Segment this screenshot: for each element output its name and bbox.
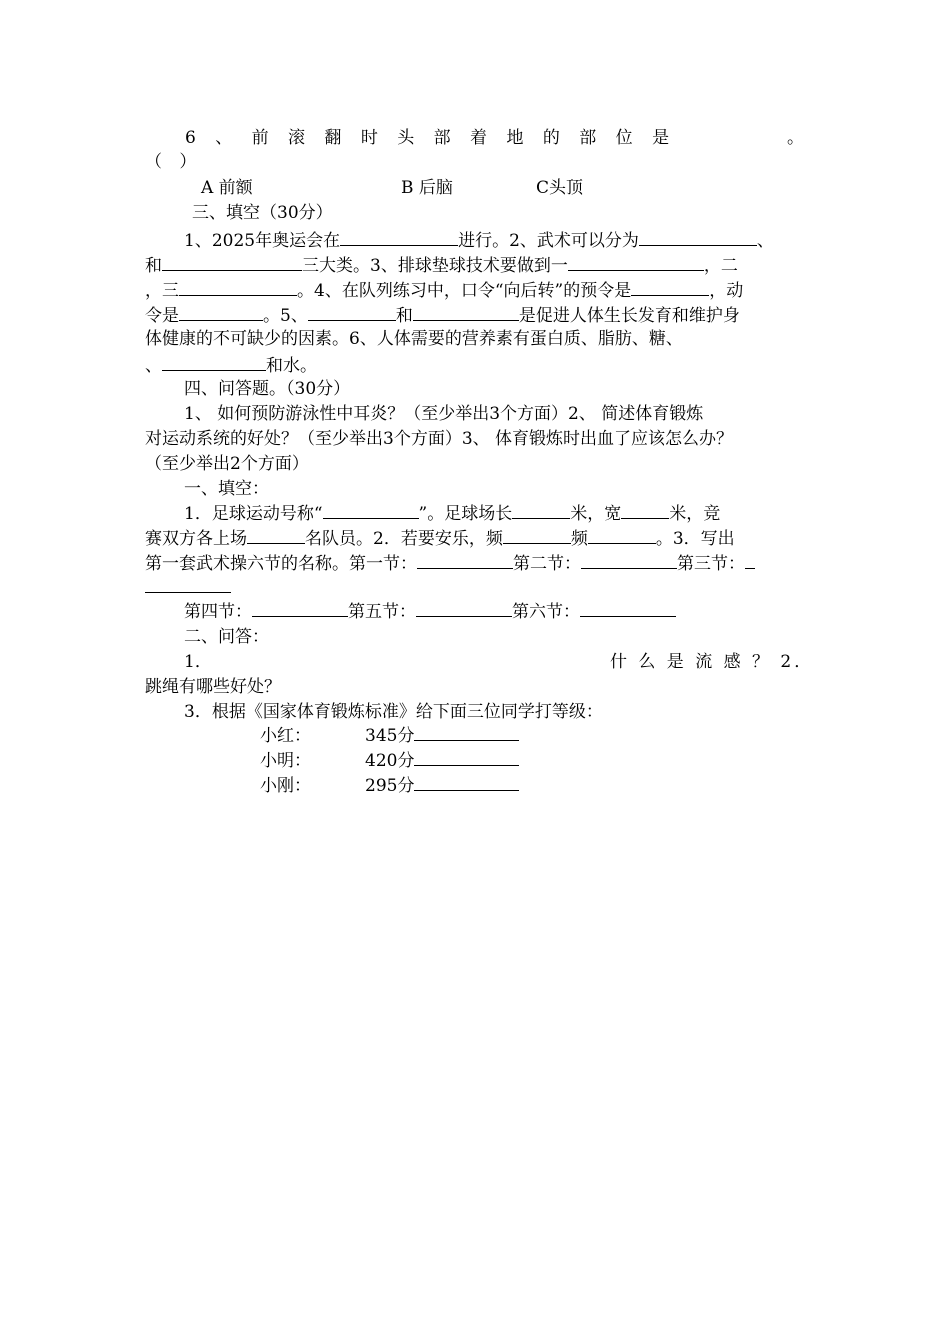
part2-line1-text: 什 么 是 流 感 ？ 2． <box>610 652 815 672</box>
q6-option-b: B 后脑 <box>401 178 453 198</box>
q6-stem: 6 、 前 滚 翻 时 头 部 着 地 的 部 位 是 <box>185 128 677 148</box>
section4-line2: 对运动系统的好处？（至少举出3个方面）3、 体育锻炼时出血了应该怎么办？ <box>145 429 734 449</box>
blank <box>417 552 513 569</box>
part1-line5: 第四节： 第五节： 第六节： <box>184 600 676 624</box>
blank <box>323 502 419 519</box>
blank <box>413 302 519 321</box>
section4-heading: 四、问答题。（30分） <box>184 379 351 399</box>
blank <box>512 502 570 519</box>
student-name: 小明： <box>260 751 311 771</box>
blank <box>247 527 305 544</box>
grade-blank <box>414 774 519 791</box>
section3-line6: 、 和水。 <box>145 352 317 378</box>
grade-blank <box>414 724 519 741</box>
section3-line2: 和 三大类。3、排球垫球技术要做到一 ，二 <box>145 252 738 278</box>
student-name: 小刚： <box>260 776 311 796</box>
section4-line1: 1、 如何预防游泳性中耳炎？（至少举出3个方面）2、 简述体育锻炼 <box>184 404 704 424</box>
blank <box>308 302 396 321</box>
part1-line3: 第一套武术操六节的名称。第一节： 第二节： 第三节： <box>145 552 755 576</box>
blank <box>340 227 458 246</box>
blank <box>581 552 677 569</box>
blank <box>179 302 263 321</box>
q6-option-a: A 前额 <box>201 178 253 198</box>
student-score: 295分 <box>365 776 415 796</box>
student-row <box>260 724 519 748</box>
student-row <box>260 749 519 773</box>
student-row <box>260 774 519 798</box>
part2-line1-number: 1． <box>184 652 212 672</box>
q6-paren: （ ） <box>145 152 203 172</box>
section3-line3: ，三 。4、在队列练习中，口令“向后转”的预令是 ，动 <box>145 277 743 303</box>
blank <box>568 252 704 271</box>
part1-line4 <box>145 576 231 600</box>
part1-line1: 1．足球运动号称“ ”。足球场长 米，宽 米，竞 <box>184 504 721 524</box>
blank <box>631 277 709 296</box>
blank <box>503 527 571 544</box>
grade-blank <box>414 749 519 766</box>
blank <box>162 352 266 371</box>
section3-line5: 体健康的不可缺少的因素。6、人体需要的营养素有蛋白质、脂肪、糖、 <box>145 329 683 349</box>
section4-line3: （至少举出2个方面） <box>145 454 309 474</box>
blank <box>745 552 755 569</box>
blank <box>162 252 302 271</box>
blank <box>252 600 348 617</box>
blank <box>580 600 676 617</box>
student-score: 420分 <box>365 751 415 771</box>
part2-line2: 跳绳有哪些好处？ <box>145 677 281 697</box>
blank <box>179 277 297 296</box>
section3-line4: 令是 。5、 和 是促进人体生长发育和维护身 <box>145 302 740 328</box>
part1-heading: 一、填空： <box>184 479 269 499</box>
student-name: 小红： <box>260 726 311 746</box>
part1-line2: 赛双方各上场 名队员。2．若要安乐，频 频 。3．写出 <box>145 529 735 549</box>
q6-end: 。 <box>787 128 804 148</box>
section3-heading: 三、填空（30分） <box>192 203 333 223</box>
blank <box>621 502 669 519</box>
section3-line1: 1、2025年奥运会在 进行。2、武术可以分为 、 <box>184 227 774 253</box>
blank <box>416 600 512 617</box>
part2-heading: 二、问答： <box>184 627 269 647</box>
q6-option-c: C头顶 <box>536 178 584 198</box>
blank <box>588 527 656 544</box>
blank <box>639 227 757 246</box>
student-score: 345分 <box>365 726 415 746</box>
blank <box>145 576 231 593</box>
part2-line3: 3．根据《国家体育锻炼标准》给下面三位同学打等级： <box>184 702 603 722</box>
